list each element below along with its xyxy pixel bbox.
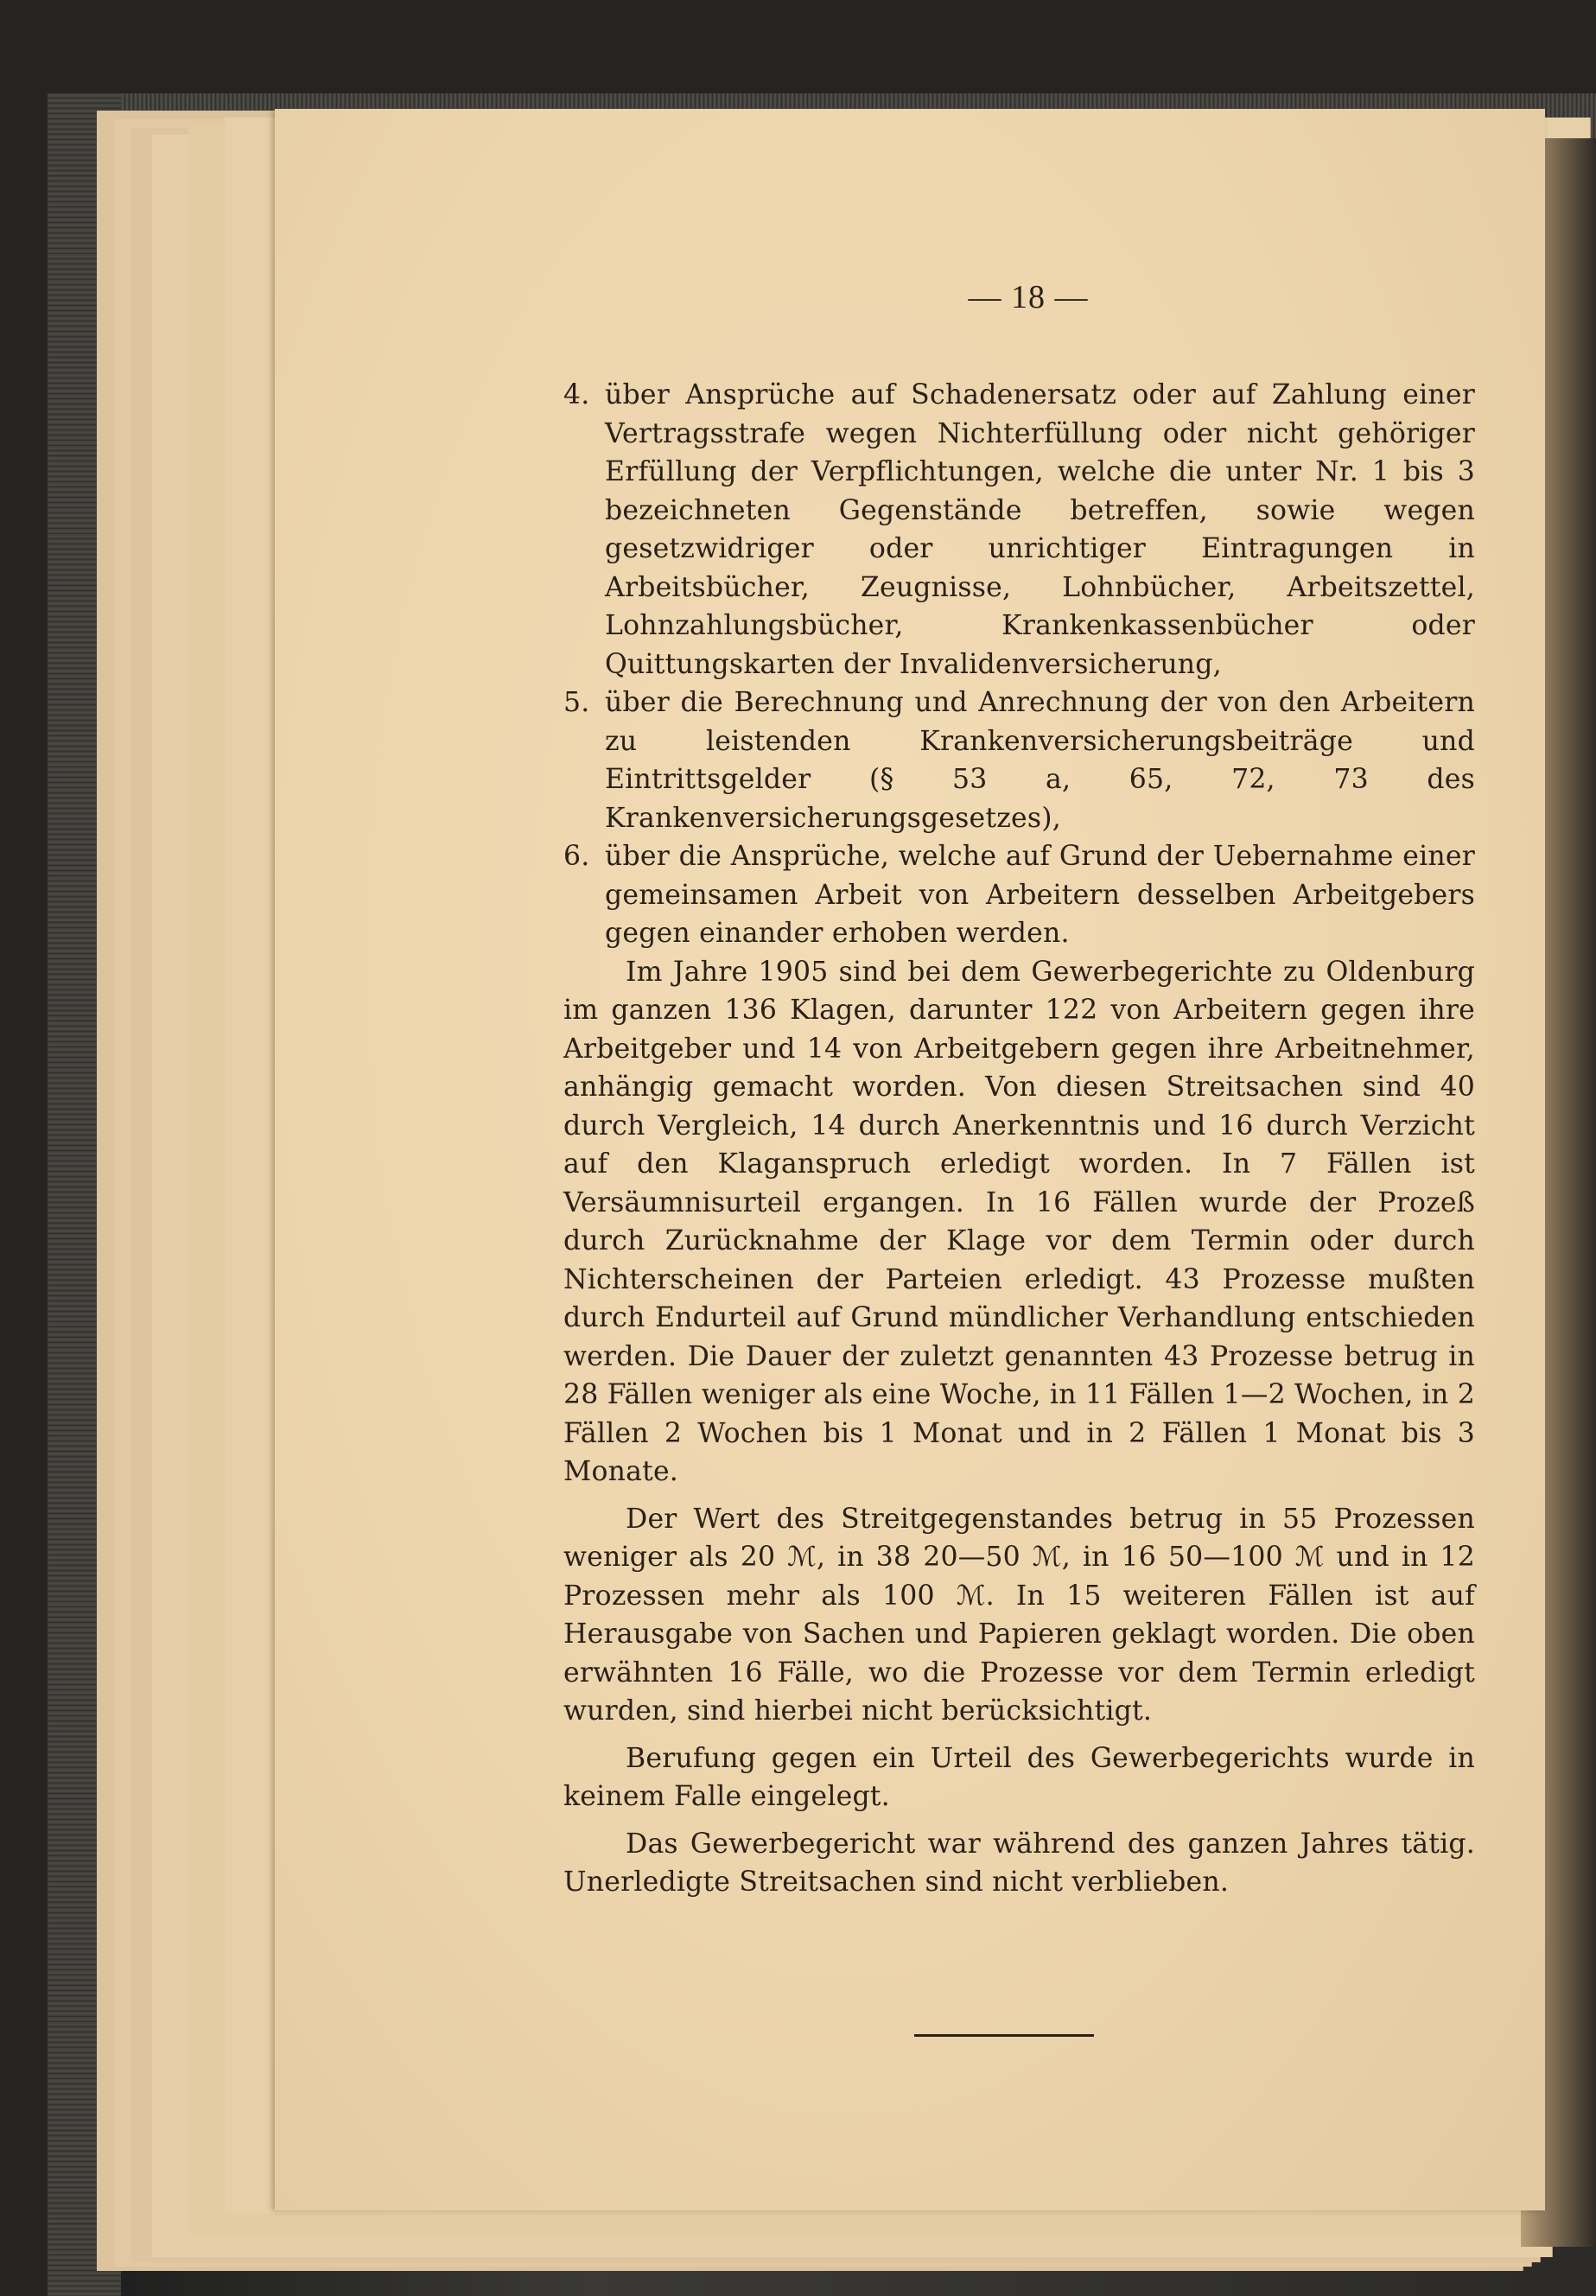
end-rule [914,2034,1094,2037]
list-item-number: 6. [563,841,590,872]
paragraph: Das Gewerbegericht war während des ganzen Jahres tätig. Unerledigte Streitsachen sind nicht verblieben. [563,1828,1475,1898]
list-item [563,684,1475,837]
page-body [563,376,1475,1902]
list-item-text: über die Ansprüche, welche auf Grund der Uebernahme einer gemeinsamen Arbeit von Arbeitern desselben Arbeitgebers gegen einander erhoben werden. [605,841,1475,949]
list-item-number: 4. [563,379,590,410]
list-item-text: über Ansprüche auf Schadenersatz oder auf Zahlung einer Vertragsstrafe wegen Nichterfüllung oder nicht gehöriger Erfüllung der Verpflichtungen, welche die unter Nr. 1 bis 3 bezeichneten Gegenstände betreffen, sowie wegen gesetzwidriger oder unrichtiger Eintragungen in Arbeitsbücher, Zeugnisse, Lohnbücher, Arbeitszettel, Lohnzahlungsbücher, Krankenkassenbücher oder Quittungskarten der Invalidenversicherung, [605,379,1475,680]
list-item-text: über die Berechnung und Anrechnung der von den Arbeitern zu leistenden Krankenversicherungsbeiträge und Eintrittsgelder (§ 53 a, 65, 72, 73 des Krankenversicherungsgesetzes), [605,687,1475,834]
list-item [563,837,1475,953]
paragraph: Berufung gegen ein Urteil des Gewerbegerichts wurde in keinem Falle eingelegt. [563,1742,1475,1812]
paragraph: Der Wert des Streitgegenstandes betrug in 55 Prozessen weniger als 20 ℳ, in 38 20—50 ℳ, in 16 50—100 ℳ und in 12 Prozessen mehr als 100 ℳ. In 15 weiteren Fällen ist auf Herausgabe von Sachen und Papieren geklagt worden. Die oben erwähnten 16 Fälle, wo die Prozesse vor dem Termin erledigt wurden, sind hierbei nicht berücksichtigt. [563,1503,1475,1727]
list-item [563,376,1475,684]
list-item-number: 5. [563,687,590,718]
page-number: — 18 — [968,279,1089,315]
paragraph: Im Jahre 1905 sind bei dem Gewerbegerichte zu Oldenburg im ganzen 136 Klagen, darunter 122 von Arbeitern gegen ihre Arbeitgeber und 14 von Arbeitgebern gegen ihre Arbeitnehmer, anhängig gemacht worden. Von diesen Streitsachen sind 40 durch Vergleich, 14 durch Anerkenntnis und 16 durch Verzicht auf den Klaganspruch erledigt worden. In 7 Fällen ist Versäumnisurteil ergangen. In 16 Fällen wurde der Prozeß durch Zurücknahme der Klage vor dem Termin oder durch Nichterscheinen der Parteien erledigt. 43 Prozesse mußten durch Endurteil auf Grund mündlicher Verhandlung entschieden werden. Die Dauer der zuletzt genannten 43 Prozesse betrug in 28 Fällen weniger als eine Woche, in 11 Fällen 1—2 Wochen, in 2 Fällen 2 Wochen bis 1 Monat und in 2 Fällen 1 Monat bis 3 Monate. [563,956,1475,1487]
